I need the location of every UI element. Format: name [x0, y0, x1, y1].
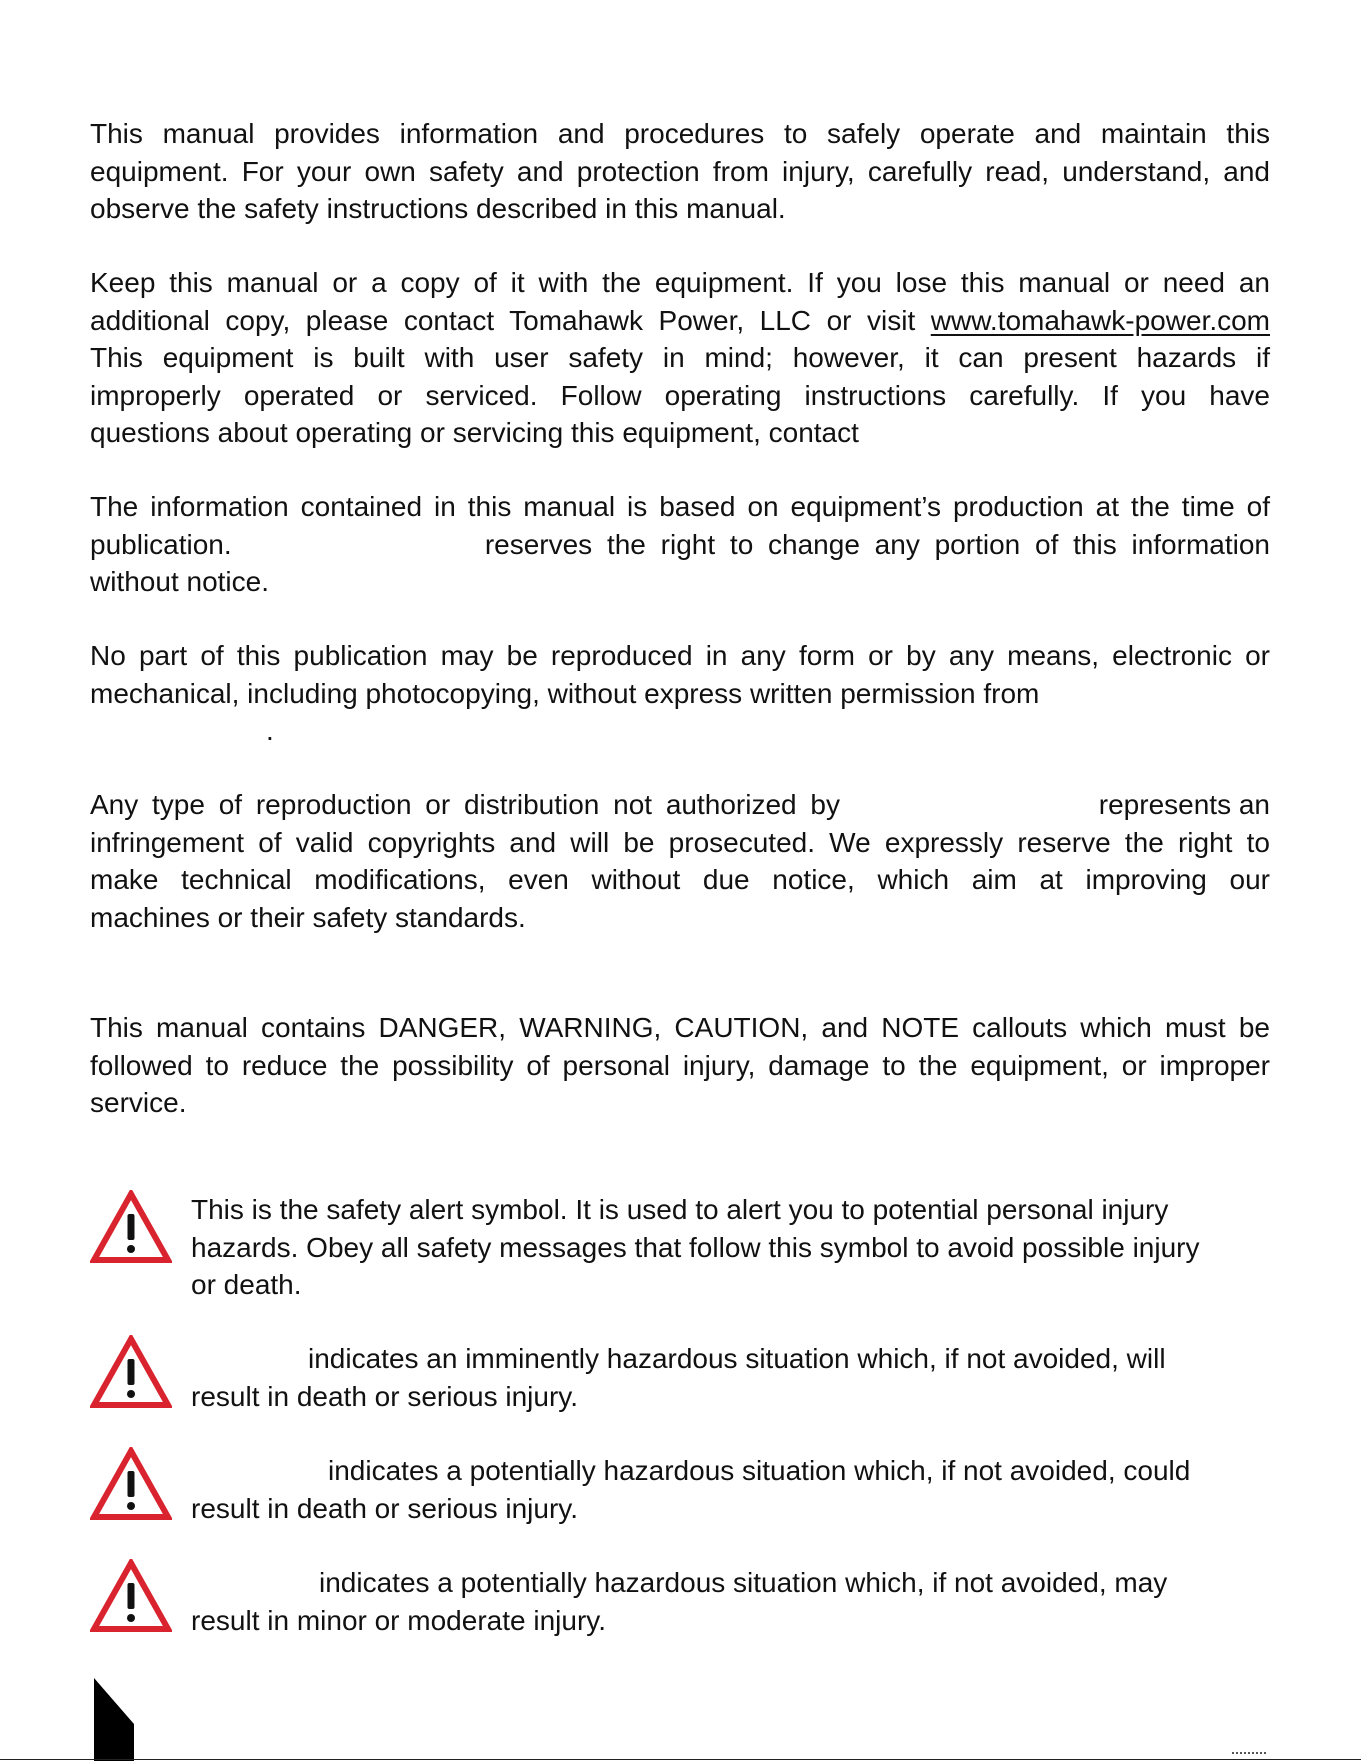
text-line: result in death or serious injury. — [191, 1380, 578, 1412]
text-fragment: represents an — [1098, 789, 1270, 820]
text-fragment: reserves the right to change any portion of this information — [484, 528, 1270, 560]
text-line: . — [266, 715, 274, 746]
text-line: hazards. Obey all safety messages that follow this symbol to avoid possible injury — [191, 1231, 1200, 1263]
footer-divider — [0, 1759, 1361, 1760]
text-line: infringement of valid copyrights and will be prosecuted. We expressly reserve the right to — [90, 826, 1270, 858]
intro-paragraph-6 — [90, 1009, 1270, 1122]
text-line — [90, 526, 1270, 564]
intro-paragraph-3 — [90, 488, 1270, 601]
text-line: This equipment is built with user safety in mind; however, it can present hazards if — [90, 342, 1270, 373]
intro-paragraph-5 — [90, 786, 1270, 936]
text-line: followed to reduce the possibility of personal injury, damage to the equipment, or improper — [90, 1049, 1270, 1081]
text-line: indicates a potentially hazardous situation which, if not avoided, may — [319, 1567, 1168, 1598]
intro-paragraph-2 — [90, 264, 1270, 452]
alert-description — [191, 1191, 1271, 1304]
text-line: machines or their safety standards. — [90, 901, 526, 933]
text-line: equipment. For your own safety and protection from injury, carefully read, understand, and — [90, 155, 1270, 187]
text-line: result in death or serious injury. — [191, 1492, 578, 1524]
text-line — [90, 302, 1270, 340]
text-line: questions about operating or servicing this equipment, contact — [90, 417, 859, 448]
text-line: Keep this manual or a copy of it with the equipment. If you lose this manual or need an — [90, 267, 1270, 298]
text-line: result in minor or moderate injury. — [191, 1604, 606, 1636]
warning-triangle-icon — [90, 1447, 172, 1523]
text-fragment: Any type of reproduction or distribution not authorized by — [90, 789, 840, 820]
text-line: improperly operated or serviced. Follow operating instructions carefully. If you have — [90, 379, 1270, 411]
warning-triangle-icon — [90, 1190, 172, 1266]
text-line: The information contained in this manual is based on equipment’s production at the time of — [90, 491, 1270, 522]
text-line: mechanical, including photocopying, without express written permission from — [90, 677, 1040, 709]
text-fragment: publication. — [90, 528, 232, 560]
text-line: No part of this publication may be reproduced in any form or by any means, electronic or — [90, 640, 1270, 671]
footer-dots — [1232, 1752, 1266, 1756]
text-line: or death. — [191, 1269, 302, 1300]
text-line: This manual contains DANGER, WARNING, CAUTION, and NOTE callouts which must be — [90, 1012, 1270, 1043]
text-line: service. — [90, 1087, 187, 1118]
alert-description — [191, 1340, 1271, 1415]
text-fragment: additional copy, please contact Tomahawk Power, LLC or visit — [90, 304, 931, 336]
text-line: This is the safety alert symbol. It is used to alert you to potential personal injury — [191, 1194, 1169, 1225]
alert-description — [191, 1452, 1271, 1527]
text-line: make technical modifications, even without due notice, which aim at improving our — [90, 864, 1270, 895]
text-line: observe the safety instructions described in this manual. — [90, 193, 786, 224]
text-line: indicates an imminently hazardous situation which, if not avoided, will — [308, 1343, 1166, 1374]
intro-paragraph-1 — [90, 115, 1270, 228]
text-line: indicates a potentially hazardous situation which, if not avoided, could — [328, 1455, 1191, 1486]
website-link[interactable]: www.tomahawk-power.com — [930, 304, 1270, 336]
warning-triangle-icon — [90, 1559, 172, 1635]
alert-description — [191, 1564, 1271, 1639]
page-corner-marker — [94, 1678, 134, 1761]
text-line: This manual provides information and procedures to safely operate and maintain this — [90, 118, 1270, 149]
warning-triangle-icon — [90, 1335, 172, 1411]
text-line — [90, 786, 1270, 824]
text-line: without notice. — [90, 566, 269, 597]
intro-paragraph-4 — [90, 637, 1270, 750]
